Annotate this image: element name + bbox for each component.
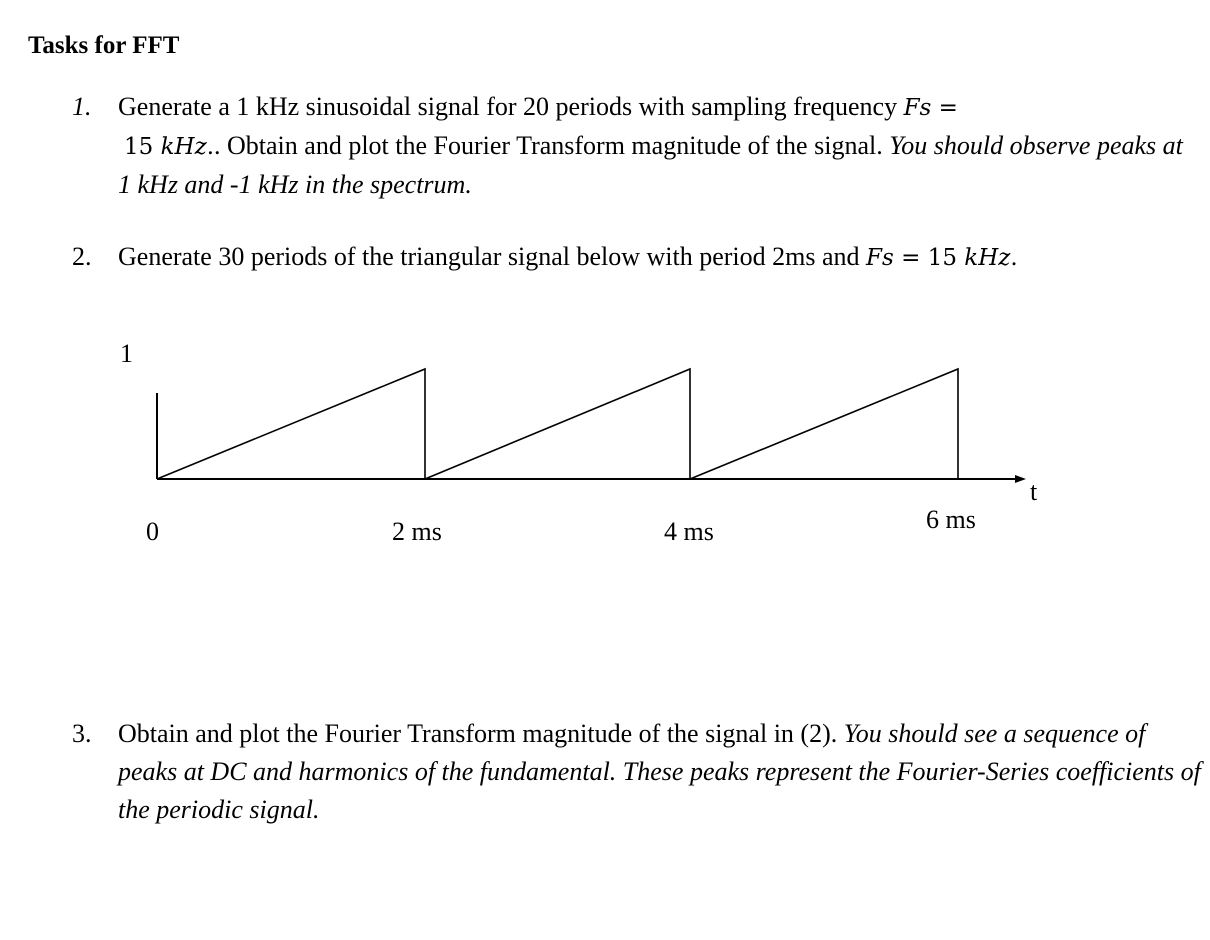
math-value: 15	[927, 245, 965, 271]
axis-label: t	[1030, 477, 1038, 506]
task-italic-note: You should observe peaks at 1 kHz and -1 kHz in the spectrum.	[118, 131, 1183, 199]
tick-label-6ms: 6 ms	[926, 505, 976, 534]
task-italic-note: You should see a sequence of peaks at DC and harmonics of the fundamental. These peaks represent the Fourier-Series coefficients of the periodic signal.	[118, 719, 1201, 824]
ramp-period-2	[425, 369, 690, 479]
task-text-b: .	[1010, 245, 1018, 271]
math-equals: =	[893, 245, 928, 271]
task-text-b: . Obtain and plot the Fourier Transform magnitude of the signal.	[214, 131, 890, 160]
tick-label-2ms: 2 ms	[392, 517, 442, 546]
math-unit: kHz	[964, 245, 1011, 271]
tick-label-4ms: 4 ms	[664, 517, 714, 546]
math-equals: =	[931, 95, 958, 121]
task-text: Obtain and plot the Fourier Transform magnitude of the signal in (2).	[118, 719, 844, 748]
tick-label-0: 0	[146, 517, 159, 546]
math-variable: Fs	[903, 95, 932, 121]
task-text: Generate a 1 kHz sinusoidal signal for 20 periods with sampling frequency	[118, 92, 904, 121]
task-number: 1.	[72, 92, 92, 121]
math-unit: kHz	[160, 134, 207, 160]
ramp-period-1	[157, 369, 425, 479]
task-number: 2.	[72, 242, 92, 271]
task-text: Generate 30 periods of the triangular signal below with period 2ms and	[118, 242, 867, 271]
y-label: 1	[120, 339, 133, 368]
math-value: 15	[124, 134, 161, 160]
math-variable: Fs	[866, 245, 894, 271]
task-3	[72, 715, 1203, 829]
ramp-period-3	[690, 369, 958, 479]
page-title: Tasks for FFT	[28, 32, 180, 59]
task-body	[118, 715, 1203, 829]
axis-arrow-icon	[1015, 475, 1026, 483]
task-body: Generate a 1 kHz sinusoidal signal for 20 periods with sampling frequency Fs = 15 kHz.. Obtain and plot the Fourier Transform magnitude of the signal. You should observe peaks at 1 kHz and -1 kHz in the spectrum.	[118, 92, 1183, 199]
task-number: 3.	[72, 719, 92, 748]
